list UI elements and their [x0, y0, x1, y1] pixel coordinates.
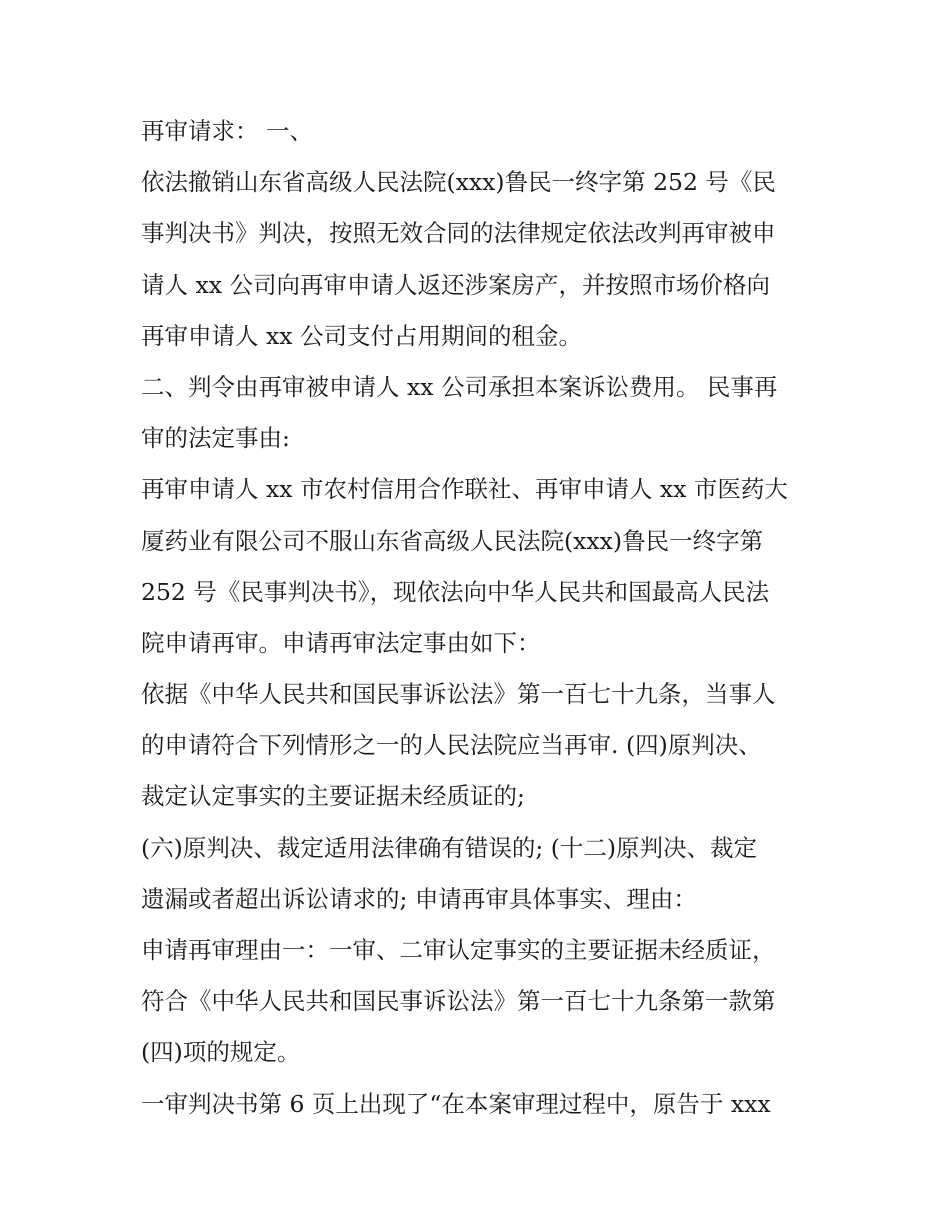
text-line: 依法撤销山东省高级人民法院(xxx)鲁民一终字第 252 号《民: [141, 168, 776, 197]
text-line: 依据《中华人民共和国民事诉讼法》第一百七十九条，当事人: [141, 680, 776, 709]
text-line: 一审判决书第 6 页上出现了“在本案审理过程中，原告于 xxx: [141, 1089, 771, 1118]
text-line: 请人 xx 公司向再审申请人返还涉案房产，并按照市场价格向: [141, 270, 770, 299]
text-line: 申请再审理由一：一审、二审认定事实的主要证据未经质证，: [141, 936, 776, 964]
text-line: 审的法定事由:: [141, 424, 290, 453]
text-line: 二、判令由再审被申请人 xx 公司承担本案诉讼费用。 民事再: [141, 372, 778, 401]
text-line: 的申请符合下列情形之一的人民法院应当再审. (四)原判决、: [141, 731, 762, 760]
text-line: 遗漏或者超出诉讼请求的; 申请再审具体事实、理由：: [141, 884, 697, 913]
text-line: (六)原判决、裁定适用法律确有错误的; (十二)原判决、裁定: [141, 833, 758, 862]
text-line: 事判决书》判决，按照无效合同的法律规定依法改判再审被申: [141, 219, 776, 248]
text-line: (四)项的规定。: [141, 1038, 301, 1067]
text-line: 厦药业有限公司不服山东省高级人民法院(xxx)鲁民一终字第: [141, 526, 764, 555]
text-line: 院申请再审。申请再审法定事由如下：: [141, 628, 541, 657]
text-line: 再审申请人 xx 市农村信用合作联社、再审申请人 xx 市医药大: [141, 475, 788, 504]
text-line: 符合《中华人民共和国民事诉讼法》第一百七十九条第一款第: [141, 987, 776, 1016]
text-line: 裁定认定事实的主要证据未经质证的;: [141, 782, 525, 811]
text-line: 252 号《民事判决书》，现依法向中华人民共和国最高人民法: [141, 577, 770, 606]
text-line: 再审申请人 xx 公司支付占用期间的租金。: [141, 321, 582, 350]
text-line: 再审请求： 一、: [141, 117, 313, 145]
document-body: [141, 106, 821, 1130]
